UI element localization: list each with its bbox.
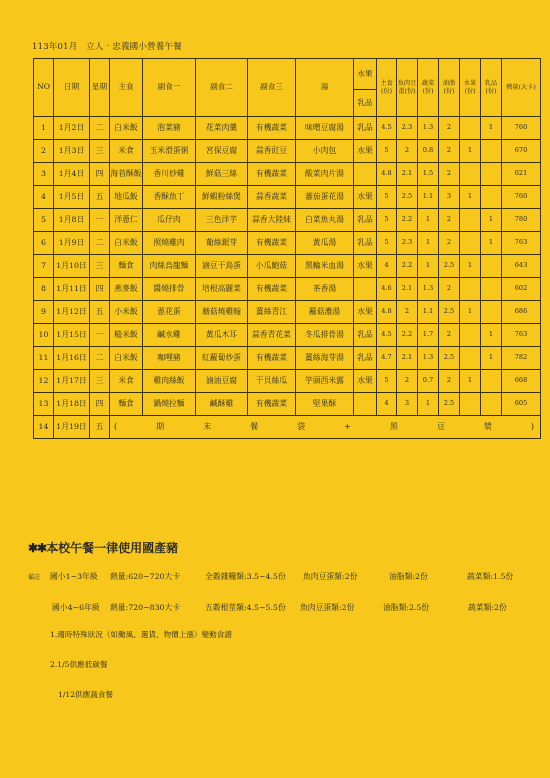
special-meal-char: 漿 [483,422,492,432]
special-meal-char: 餐 [250,422,259,432]
cell-d: 2 [439,209,460,232]
cell-s2: 紅蘿蔔炒蛋 [196,347,248,370]
cell-e [460,117,481,140]
special-meal-char: 袋 [297,422,306,432]
cell-s2: 蘑菇燒雞翰 [196,301,248,324]
table-row [34,232,541,255]
cell-b: 2 [397,301,418,324]
cell-s1: 咖哩豬 [143,347,196,370]
special-meal-char: ( [114,422,118,432]
cell-c: 1 [418,255,439,278]
cell-b: 3 [397,393,418,416]
plan2-veg: 蔬菜類:2份 [468,603,507,612]
cell-fm: 水果 [354,301,377,324]
cell-soup: 蘿菇濃湯 [296,301,354,324]
special-meal-char: 期 [156,422,165,432]
table-row [34,163,541,186]
cell-e: 1 [460,186,481,209]
table-row [34,370,541,393]
cell-a: 4 [377,393,397,416]
special-meal-char: 豆 [436,422,445,432]
cell-s2: 滷油豆腐 [196,370,248,393]
cell-d: 2.5 [439,393,460,416]
cell-d: 2 [439,140,460,163]
cell-s3: 有機蔬菜 [248,232,296,255]
cell-b: 2.2 [397,255,418,278]
cell-wd: 五 [90,301,110,324]
cell-no: 6 [34,232,54,255]
cell-soup: 竽頭西米露 [296,370,354,393]
cell-wd: 二 [90,232,110,255]
note-item: 2.1/5供應低碳餐 [50,660,108,669]
cell-date: 1月11日 [54,278,90,301]
cell-g: 760 [502,117,541,140]
cell-s1: 鍋燒拉麵 [143,393,196,416]
cell-c: 1 [418,209,439,232]
cell-fm: 乳品 [354,347,377,370]
table-row [34,140,541,163]
cell-staple: 燕麥飯 [110,278,143,301]
cell-soup: 小肉包 [296,140,354,163]
cell-g: 763 [502,324,541,347]
cell-s2: 宮保豆腐 [196,140,248,163]
cell-no: 9 [34,301,54,324]
special-meal-char: 末 [203,422,212,432]
header-veg-portion: 蔬菜(份) [418,59,439,117]
cell-no: 14 [34,416,54,439]
header-dairy: 乳品 [354,90,377,117]
cell-staple: 白米飯 [110,232,143,255]
cell-d: 2.5 [439,347,460,370]
cell-d: 2 [439,278,460,301]
plan1-kcal: 熱量:620~720大卡 [110,572,181,581]
cell-staple: 海苔酥飯 [110,163,143,186]
cell-s2: 鮮菇三絲 [196,163,248,186]
cell-s2: 葡絲銀芽 [196,232,248,255]
cell-s3: 蒜香大陸妹 [248,209,296,232]
plan1-oil: 油脂類:2份 [389,572,428,581]
cell-staple: 麵食 [110,255,143,278]
cell-e [460,209,481,232]
cell-f: 1 [481,232,502,255]
cell-b: 2.3 [397,117,418,140]
header-side1: 副食一 [143,59,196,117]
plan-upper-grade: 國小4~6年級 [52,603,100,612]
cell-fm: 水果 [354,186,377,209]
cell-wd: 四 [90,393,110,416]
cell-e: 1 [460,140,481,163]
cell-fm [354,278,377,301]
cell-a: 4.7 [377,347,397,370]
cell-fm: 水果 [354,370,377,393]
cell-a: 5 [377,140,397,163]
cell-b: 2.1 [397,163,418,186]
table-row [34,393,541,416]
cell-b: 2 [397,370,418,393]
cell-date: 1月8日 [54,209,90,232]
cell-staple: 地瓜飯 [110,186,143,209]
cell-fm: 水果 [354,140,377,163]
header-no: NO [34,59,54,117]
cell-c: 1.3 [418,347,439,370]
cell-s1: 鹹水雞 [143,324,196,347]
cell-d: 2 [439,370,460,393]
header-fruit: 水果 [354,59,377,90]
cell-c: 1.1 [418,186,439,209]
cell-no: 5 [34,209,54,232]
cell-a: 5 [377,370,397,393]
cell-s2: 花菜肉羹 [196,117,248,140]
cell-staple: 米食 [110,140,143,163]
cell-soup: 蕃茄蛋花湯 [296,186,354,209]
cell-no: 12 [34,370,54,393]
cell-no: 8 [34,278,54,301]
cell-s3: 小瓜鮑菇 [248,255,296,278]
cell-b: 2.3 [397,232,418,255]
table-row [34,209,541,232]
cell-s3: 有機蔬菜 [248,393,296,416]
cell-wd: 五 [90,186,110,209]
cell-e [460,324,481,347]
cell-c: 1.7 [418,324,439,347]
cell-d: 2 [439,163,460,186]
cell-no: 3 [34,163,54,186]
cell-f [481,255,502,278]
cell-f [481,393,502,416]
cell-staple: 麵食 [110,393,143,416]
cell-b: 2.1 [397,347,418,370]
plan2-kcal: 熱量:720~830大卡 [110,603,181,612]
cell-f: 1 [481,324,502,347]
cell-s2: 鹹酥雞 [196,393,248,416]
note-item: 1/12供應蔬食餐 [58,690,114,699]
cell-date: 1月16日 [54,347,90,370]
cell-date: 1月5日 [54,186,90,209]
cell-c: 1.1 [418,301,439,324]
cell-f [481,163,502,186]
cell-s1: 雞肉絲飯 [143,370,196,393]
cell-no: 11 [34,347,54,370]
header-calories: 熱量(大卡) [502,59,541,117]
special-meal-char: ) [530,422,534,432]
cell-s2: 鮮蝦粉絲煲 [196,186,248,209]
cell-date: 1月15日 [54,324,90,347]
cell-a: 4.6 [377,278,397,301]
cell-s3: 有機蔬菜 [248,163,296,186]
cell-s3: 干貝絲瓜 [248,370,296,393]
plan1-meat: 魚肉豆蛋類:2份 [303,572,358,581]
cell-soup: 黃瓜湯 [296,232,354,255]
cell-staple: 白米飯 [110,347,143,370]
cell-e: 1 [460,301,481,324]
table-row [34,255,541,278]
cell-date: 1月12日 [54,301,90,324]
cell-s3: 蒜香青花菜 [248,324,296,347]
header-dairy-portion: 乳品(份) [481,59,502,117]
cell-wd: 一 [90,209,110,232]
cell-b: 2.1 [397,278,418,301]
plan2-meat: 魚肉豆蛋類:2份 [300,603,355,612]
cell-e: 1 [460,255,481,278]
cell-f [481,140,502,163]
cell-s3: 有機蔬菜 [248,347,296,370]
cell-c: 1.3 [418,278,439,301]
cell-date: 1月9日 [54,232,90,255]
cell-c: 0.7 [418,370,439,393]
header-date: 日期 [54,59,90,117]
cell-c: 0.8 [418,140,439,163]
cell-date: 1月3日 [54,140,90,163]
cell-s2: 黃瓜木耳 [196,324,248,347]
cell-d: 2.5 [439,301,460,324]
cell-date: 1月4日 [54,163,90,186]
cell-fm: 水果 [354,255,377,278]
cell-b: 2.2 [397,209,418,232]
cell-s1: 瓜仔肉 [143,209,196,232]
cell-fm: 乳品 [354,117,377,140]
plan1-veg: 蔬菜類:1.5份 [467,572,514,581]
cell-fm: 乳品 [354,209,377,232]
cell-e [460,278,481,301]
cell-a: 5 [377,209,397,232]
cell-s1: 玉米滑蛋粥 [143,140,196,163]
cell-c: 1 [418,232,439,255]
note-item: 1.週時特殊狀況（如颱風、選貨、物價上漲）變動食譜 [50,630,232,639]
cell-s2: 三色洋芋 [196,209,248,232]
cell-no: 2 [34,140,54,163]
cell-no: 1 [34,117,54,140]
cell-g: 670 [502,140,541,163]
cell-fm: 乳品 [354,324,377,347]
cell-soup: 茶香湯 [296,278,354,301]
cell-no: 4 [34,186,54,209]
cell-b: 2.2 [397,324,418,347]
cell-f [481,186,502,209]
cell-s1: 香川炒雞 [143,163,196,186]
cell-f [481,370,502,393]
cell-date: 1月2日 [54,117,90,140]
star-icon: ✱✱ [28,541,47,555]
cell-f: 1 [481,347,502,370]
cell-no: 7 [34,255,54,278]
cell-g: 605 [502,393,541,416]
table-row [34,324,541,347]
cell-a: 5 [377,232,397,255]
special-meal-char: + [344,422,351,432]
cell-s1: 照燒雞肉 [143,232,196,255]
cell-no: 13 [34,393,54,416]
cell-s3: 蒜香豇豆 [248,140,296,163]
cell-e [460,232,481,255]
cell-s1: 蔥花蛋 [143,301,196,324]
plan2-grain: 五穀根莖類:4.5~5.5份 [205,603,286,612]
cell-a: 4.5 [377,117,397,140]
cell-staple: 小米飯 [110,301,143,324]
cell-s1: 肉絲烏龍麵 [143,255,196,278]
header-fruit-portion: 水果(份) [460,59,481,117]
page-title: 113年01月 立人‧忠義國小營養午餐 [32,42,182,52]
cell-g: 602 [502,278,541,301]
cell-soup: 黑輪米血湯 [296,255,354,278]
cell-e [460,393,481,416]
header-staple: 主食 [110,59,143,117]
cell-s3: 有機蔬菜 [248,278,296,301]
table-row [34,416,541,439]
header-oil-portion: 油脂(份) [439,59,460,117]
cell-b: 2 [397,140,418,163]
cell-s1: 泡菜豬 [143,117,196,140]
remark-label: 備註 [28,574,41,581]
header-soup: 湯 [296,59,354,117]
cell-date: 1月17日 [54,370,90,393]
cell-staple: 洋蔥仁 [110,209,143,232]
cell-a: 5 [377,186,397,209]
cell-wd: 三 [90,370,110,393]
special-meal-cell [110,416,541,439]
cell-e [460,347,481,370]
cell-wd: 三 [90,255,110,278]
cell-fm: 乳品 [354,232,377,255]
cell-date: 1月10日 [54,255,90,278]
header-side3: 副食三 [248,59,296,117]
cell-date: 1月18日 [54,393,90,416]
cell-c: 1.5 [418,163,439,186]
cell-a: 4.8 [377,163,397,186]
cell-soup: 白菜魚丸湯 [296,209,354,232]
cell-date: 1月19日 [54,416,90,439]
cell-c: 1.3 [418,117,439,140]
cell-s1: 醬燒排骨 [143,278,196,301]
cell-d: 2 [439,117,460,140]
cell-e: 1 [460,370,481,393]
cell-f [481,278,502,301]
cell-d: 2 [439,232,460,255]
cell-wd: 四 [90,163,110,186]
header-grain-portion: 主食(份) [377,59,397,117]
plan2-oil: 油脂類:2.5份 [383,603,430,612]
cell-g: 780 [502,209,541,232]
lunch-menu-table [33,58,541,439]
notice-heading [28,539,178,556]
cell-soup: 冬瓜排骨湯 [296,324,354,347]
cell-a: 4 [377,255,397,278]
cell-a: 4.8 [377,301,397,324]
cell-soup: 味噌豆腐湯 [296,117,354,140]
cell-f: 1 [481,209,502,232]
table-row [34,301,541,324]
cell-c: 1 [418,393,439,416]
cell-g: 643 [502,255,541,278]
cell-soup: 薑絲海芽湯 [296,347,354,370]
cell-f: 1 [481,117,502,140]
header-side2: 副食二 [196,59,248,117]
cell-g: 686 [502,301,541,324]
cell-g: 763 [502,232,541,255]
cell-no: 10 [34,324,54,347]
cell-s3: 有機蔬菜 [248,117,296,140]
header-weekday: 星期 [90,59,110,117]
cell-s1: 香酥魚丁 [143,186,196,209]
header-protein-portion: 魚肉豆蛋(份) [397,59,418,117]
cell-s2: 培根高麗菜 [196,278,248,301]
cell-b: 2.5 [397,186,418,209]
plan-lower-grade: 國小1~3年級 [50,572,98,581]
table-row [34,186,541,209]
table-row [34,117,541,140]
cell-fm [354,163,377,186]
cell-wd: 二 [90,117,110,140]
cell-s3: 薑絲青江 [248,301,296,324]
cell-g: 760 [502,186,541,209]
cell-s3: 蒜香蔬菜 [248,186,296,209]
cell-soup: 堅果酥 [296,393,354,416]
cell-fm [354,393,377,416]
cell-wd: 一 [90,324,110,347]
cell-d: 2.5 [439,255,460,278]
cell-g: 668 [502,370,541,393]
cell-wd: 三 [90,140,110,163]
cell-wd: 二 [90,347,110,370]
plan1-grain: 全穀雜糧類:3.5~4.5份 [205,572,286,581]
notice-text: 本校午餐一律使用國產豬 [46,541,179,555]
cell-g: 782 [502,347,541,370]
cell-e [460,163,481,186]
cell-d: 2 [439,324,460,347]
cell-staple: 糙米飯 [110,324,143,347]
cell-soup: 酸菜肉片湯 [296,163,354,186]
cell-a: 4.5 [377,324,397,347]
cell-g: 621 [502,163,541,186]
cell-s2: 滷豆干鳥蛋 [196,255,248,278]
cell-d: 3 [439,186,460,209]
table-row [34,347,541,370]
cell-staple: 米食 [110,370,143,393]
cell-wd: 五 [90,416,110,439]
cell-f [481,301,502,324]
table-row [34,278,541,301]
special-meal-char: 黑 [389,422,398,432]
cell-staple: 白米飯 [110,117,143,140]
cell-wd: 四 [90,278,110,301]
